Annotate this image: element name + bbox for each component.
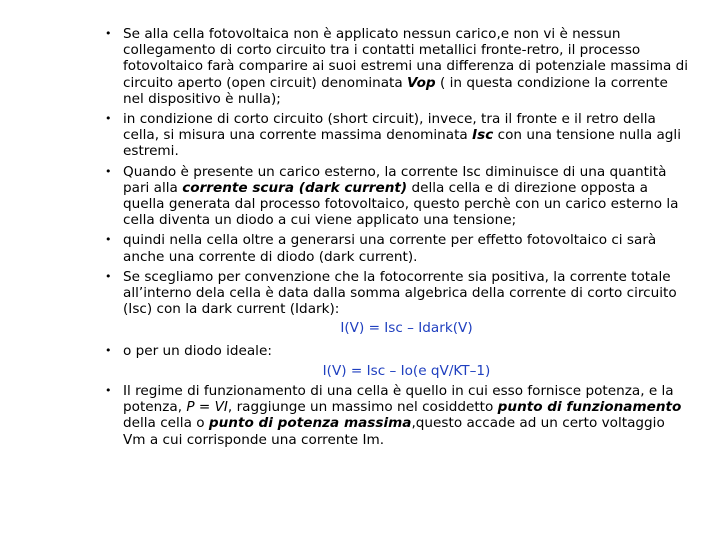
bullet-text: , raggiunge un massimo nel cosiddetto — [227, 399, 498, 416]
bullet-text: con una tensione nulla agli estremi. — [123, 127, 681, 160]
bullet-text: Se alla cella fotovoltaica non è applicato nessun carico,e non vi è nessun collegamento di corto circuito tra i contatti metallici fronte-retro, il processo fotovoltaico farà comparire ai suoi estremi una differenza di potenziale massima di circuito aperto (open circuit) denominata — [123, 26, 689, 91]
bullet-ideal-diode — [105, 343, 690, 379]
vop-term: Vop — [407, 74, 436, 91]
bullet-diode-current — [105, 232, 690, 264]
bullet-text: ,questo accade ad un certo voltaggio Vm a cui corrisponde una corrente Im. — [123, 415, 665, 448]
max-power-point-term: punto di potenza massima — [208, 415, 412, 432]
bullet-operating-point — [105, 383, 690, 448]
bullet-text: ( in questa condizione la corrente nel dispositivo è nulla); — [123, 74, 668, 107]
bullet-text: della cella o — [123, 415, 209, 432]
bullet-text: in condizione di corto circuito (short circuit), invece, tra il fronte e il retro della cella, si misura una corrente massima denominata — [123, 111, 656, 144]
bullet-short-circuit — [105, 111, 690, 160]
formula-total-current: I(V) = Isc – Idark(V) — [340, 320, 473, 337]
bullet-text: quindi nella cella oltre a generarsi una corrente per effetto fotovoltaico ci sarà anche una corrente di diodo (dark current). — [123, 232, 657, 265]
dark-current-term: corrente scura (dark current) — [182, 179, 408, 196]
formula-ideal-diode: I(V) = Isc – Io(e qV/KT–1) — [322, 362, 491, 379]
power-formula: P = VI — [186, 399, 228, 416]
bullet-text: Se scegliamo per convenzione che la fotocorrente sia positiva, la corrente totale all’interno dela cella è data dalla somma algebrica della corrente di corto circuito (Isc) con la dark current (Idark): — [123, 268, 677, 318]
bullet-list — [105, 26, 690, 448]
bullet-text: della cella e di direzione opposta a quella generata dal processo fotovoltaico, questo perchè con un carico esterno la cella diventa un diodo a cui viene applicato una tensione; — [123, 179, 679, 229]
bullet-text: o per un diodo ideale: — [123, 342, 272, 359]
operating-point-term: punto di funzionamento — [497, 399, 682, 416]
bullet-text: Il regime di funzionamento di una cella è quello in cui esso fornisce potenza, e la potenza, — [123, 383, 674, 416]
bullet-text: Quando è presente un carico esterno, la corrente Isc diminuisce di una quantità pari alla — [123, 163, 667, 196]
bullet-external-load — [105, 164, 690, 229]
bullet-open-circuit — [105, 26, 690, 107]
bullet-total-current — [105, 269, 690, 337]
isc-term: Isc — [472, 127, 494, 144]
